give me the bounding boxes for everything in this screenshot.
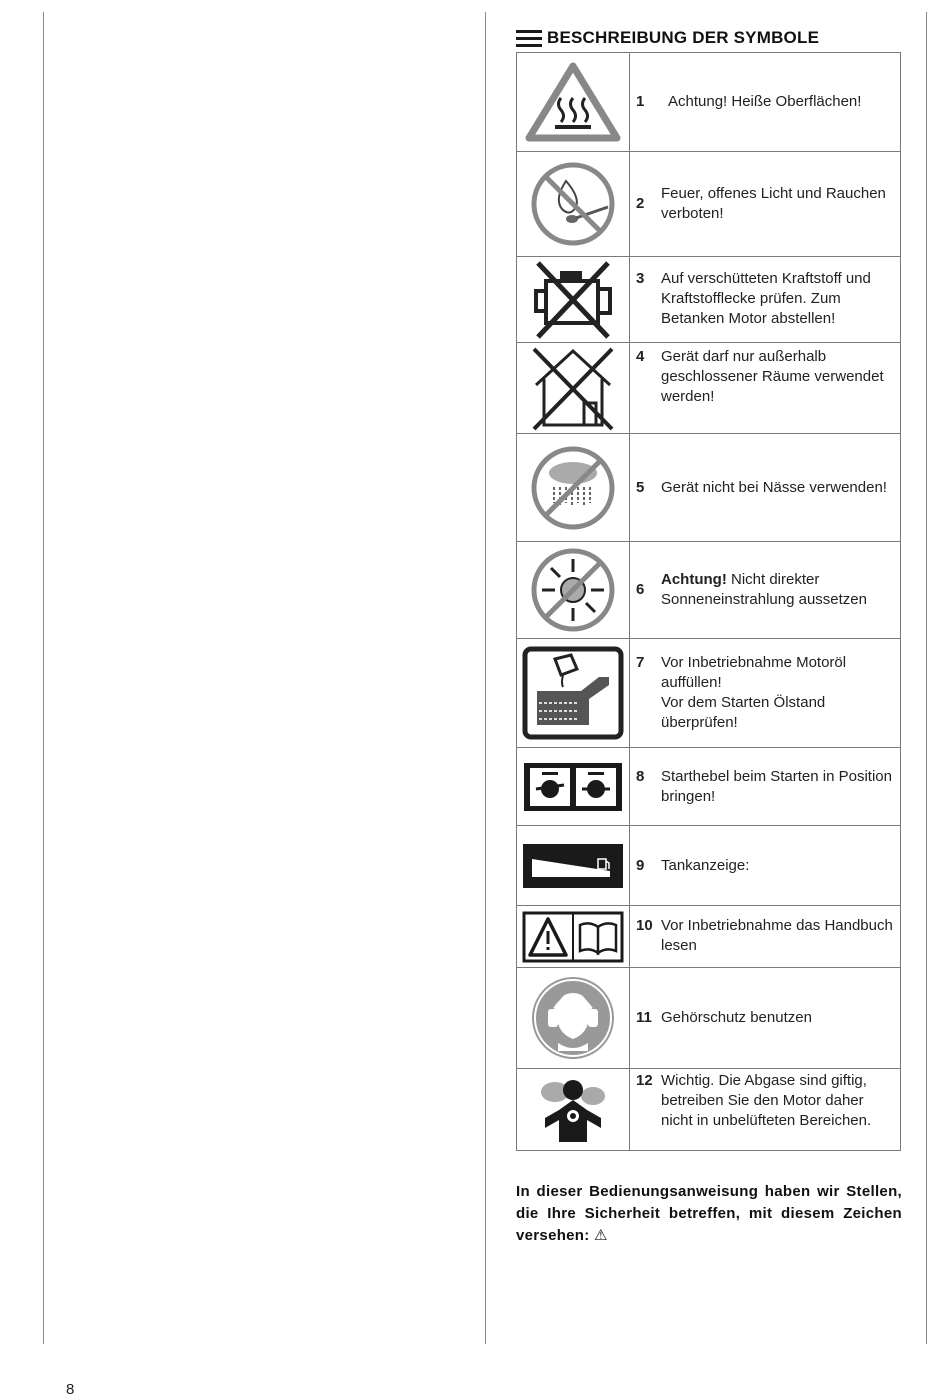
symbol-description: Vor Inbetriebnahme das Handbuch lesen <box>661 917 893 954</box>
symbol-description: Achtung! Heiße Oberflächen! <box>668 93 862 110</box>
symbol-row-11 <box>517 968 900 1069</box>
oil-fill-icon <box>521 645 625 741</box>
symbol-description: Gerät darf nur außerhalb geschlossener Räume verwendet werden! <box>661 348 884 405</box>
symbol-number: 9 <box>636 856 645 874</box>
symbol-number: 10 <box>636 917 653 934</box>
symbol-number: 3 <box>636 270 645 287</box>
page-number: 8 <box>66 1381 75 1398</box>
engine-fuel-check-icon <box>528 259 618 341</box>
symbol-row-6 <box>517 542 900 639</box>
symbol-row-2 <box>517 152 900 257</box>
safety-note-text: In dieser Bedienungsanweisung haben wir Stellen, die Ihre Sicherheit betreffen, mit diesem Zeichen versehen: <box>516 1183 902 1244</box>
no-sunlight-icon <box>528 545 618 635</box>
symbol-table <box>516 52 901 1151</box>
symbol-number: 7 <box>636 654 645 671</box>
icon-cell <box>517 53 630 151</box>
symbol-description: Auf verschütteten Kraftstoff und Kraftstofflecke prüfen. Zum Betanken Motor abstellen! <box>661 270 871 327</box>
symbol-number: 2 <box>636 195 645 212</box>
section-title: BESCHREIBUNG DER SYMBOLE <box>547 28 820 47</box>
symbol-number: 4 <box>636 348 645 365</box>
toxic-exhaust-icon <box>537 1076 609 1144</box>
symbol-description: Nicht direkter Sonneneinstrahlung aussetzen <box>661 571 867 608</box>
symbol-row-5 <box>517 434 900 542</box>
start-lever-icon <box>522 761 624 813</box>
symbol-description: Starthebel beim Starten in Position bringen! <box>661 768 892 805</box>
symbol-description: Vor Inbetriebnahme Motoröl auffüllen! <box>661 654 847 691</box>
symbol-description: Feuer, offenes Licht und Rauchen verboten! <box>661 185 886 222</box>
symbol-description: Gehörschutz benutzen <box>661 1009 812 1026</box>
symbol-number: 5 <box>636 478 645 496</box>
ear-protection-icon <box>528 973 618 1063</box>
symbol-row-3 <box>517 257 900 343</box>
symbol-number: 11 <box>636 1009 652 1026</box>
symbol-row-12 <box>517 1069 900 1151</box>
symbol-row-7 <box>517 639 900 748</box>
no-rain-icon <box>528 443 618 533</box>
column-divider-line <box>485 12 486 1344</box>
symbol-description: Wichtig. Die Abgase sind giftig, betreiben Sie den Motor daher nicht in unbelüfteten Bereichen. <box>661 1072 872 1129</box>
symbol-emphasis: Achtung! <box>661 571 727 588</box>
symbol-number: 1 <box>636 93 645 110</box>
symbol-description: Tankanzeige: <box>661 856 750 874</box>
left-border-line <box>43 12 44 1344</box>
symbol-description-2: Vor dem Starten Ölstand überprüfen! <box>661 694 826 731</box>
right-border-line <box>926 12 927 1344</box>
no-open-flame-icon <box>528 159 618 249</box>
no-indoor-use-icon <box>528 345 618 431</box>
symbol-number: 6 <box>636 581 645 598</box>
symbol-row-4 <box>517 343 900 434</box>
symbol-number: 8 <box>636 768 645 785</box>
fuel-gauge-icon <box>522 843 624 889</box>
symbol-row-1 <box>517 53 900 152</box>
symbol-row-10 <box>517 906 900 968</box>
section-header <box>516 27 819 49</box>
section-bars-icon <box>516 30 542 47</box>
safety-note <box>516 1181 902 1247</box>
symbol-row-9 <box>517 826 900 906</box>
warning-triangle-icon: ⚠ <box>594 1227 608 1244</box>
symbol-description: Gerät nicht bei Nässe verwenden! <box>661 478 887 496</box>
symbol-row-8 <box>517 748 900 826</box>
symbol-number: 12 <box>636 1072 653 1089</box>
hot-surface-warning-icon <box>525 62 621 142</box>
read-manual-icon <box>522 911 624 963</box>
